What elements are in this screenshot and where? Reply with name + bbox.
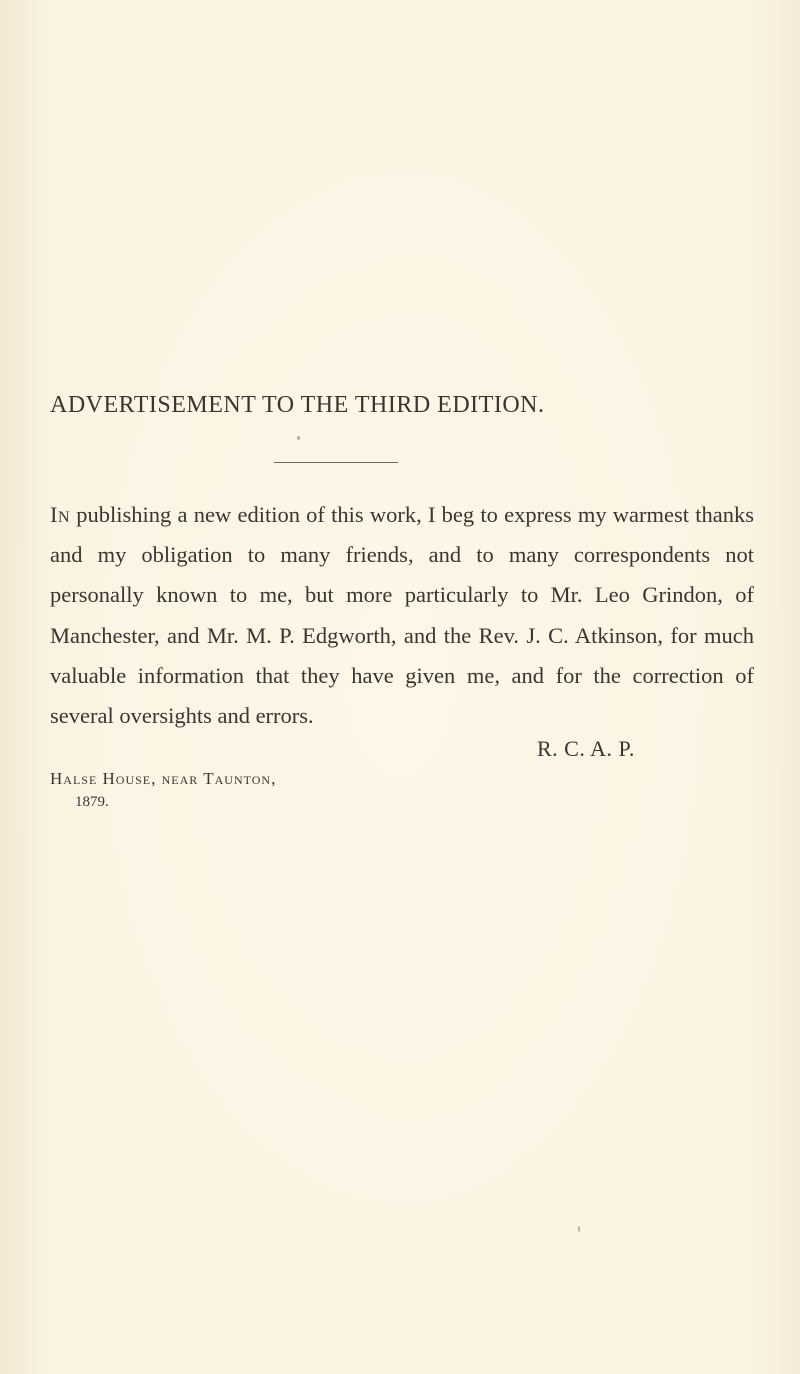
advertisement-paragraph (50, 495, 754, 736)
signature-place: Halse House, near Taunton, (50, 769, 277, 788)
page-title: ADVERTISEMENT TO THE THIRD EDITION. (50, 392, 545, 418)
paragraph-body: publishing a new edition of this work, I beg to express my warmest thanks and my obligation to many friends, and to many correspondents not personally known to me, but more particularly to Mr. Leo Grindon, of Manchester, and Mr. M. P. Edgworth, and the Rev. J. C. Atkinson, for much valuable information that they have given me, and for the correction of several oversights and errors. (50, 502, 754, 729)
signature-year: 1879. (75, 794, 109, 810)
ink-speck (297, 436, 300, 440)
ink-speck (578, 1226, 580, 1232)
title-divider (274, 462, 398, 463)
paragraph-dropcap: In (50, 502, 71, 527)
author-signature: R. C. A. P. (537, 736, 635, 761)
